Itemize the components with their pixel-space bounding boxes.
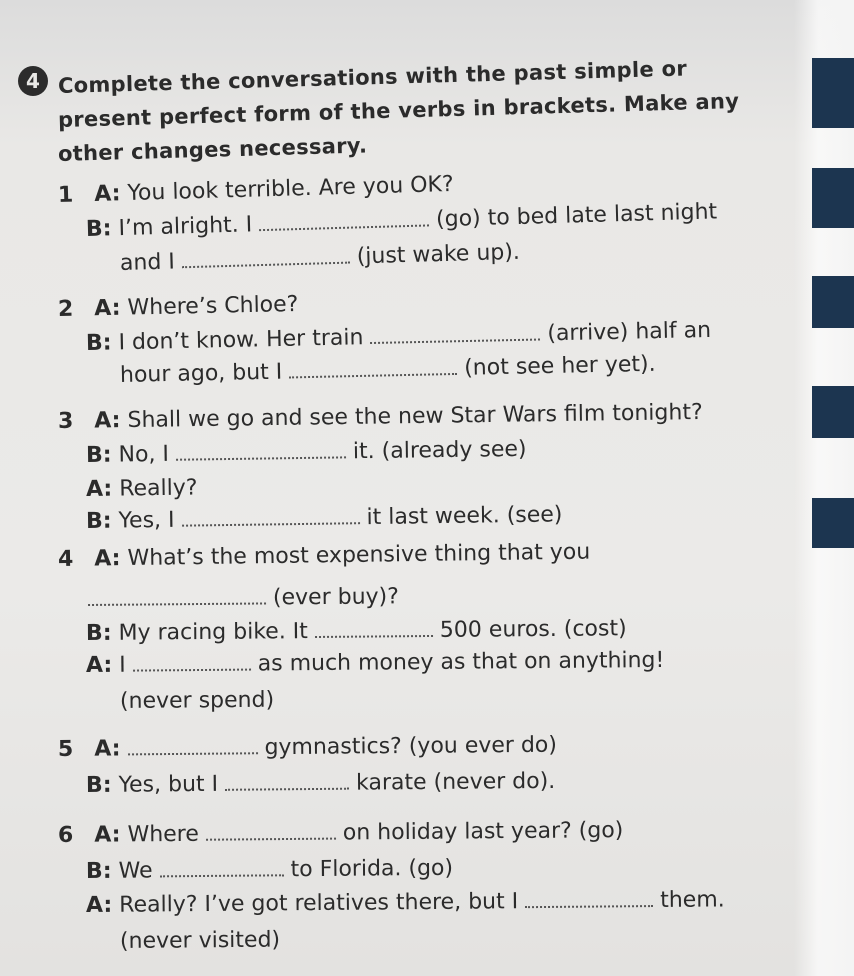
dialogue-text: (never visited): [119, 927, 281, 954]
answer-blank[interactable]: [370, 320, 540, 344]
dialogue-text: What’s the most expensive thing that you: [127, 539, 591, 572]
dialogue-text: karate (never do).: [355, 768, 556, 796]
speaker-label: A:: [85, 652, 113, 678]
dialogue-text: I don’t know. Her train: [118, 325, 364, 356]
dialogue-line: [86, 768, 555, 800]
dialogue-line: [120, 927, 280, 956]
dialogue-text: Shall we go and see the new Star Wars film tonight?: [127, 399, 703, 434]
speaker-label: B:: [85, 508, 112, 534]
dialogue-line: [86, 474, 198, 504]
answer-blank[interactable]: [133, 651, 251, 672]
answer-blank[interactable]: [315, 617, 433, 638]
speaker-label: B:: [85, 216, 112, 242]
answer-blank[interactable]: [181, 244, 349, 269]
dialogue-text: (ever buy)?: [272, 584, 399, 611]
page-edge-tab: [812, 498, 854, 548]
dialogue-text: I’m alright. I: [118, 212, 253, 242]
speaker-label: B:: [85, 330, 112, 356]
dialogue-text: (go) to bed late last night: [435, 199, 718, 233]
dialogue-text: Yes, I: [118, 507, 175, 534]
dialogue-line: [86, 647, 665, 680]
dialogue-text: Really?: [119, 475, 198, 502]
dialogue-line: [58, 291, 299, 324]
speaker-label: A:: [94, 295, 121, 322]
answer-blank[interactable]: [525, 887, 653, 908]
answer-blank[interactable]: [206, 820, 336, 841]
dialogue-text: Yes, but I: [118, 771, 219, 798]
dialogue-text: to Florida. (go): [290, 855, 454, 883]
item-number: 1: [57, 182, 74, 208]
answer-blank[interactable]: [88, 584, 266, 606]
dialogue-text: (never spend): [119, 687, 275, 714]
answer-blank[interactable]: [289, 355, 457, 379]
dialogue-text: Where’s Chloe?: [127, 291, 299, 321]
dialogue-text: it. (already see): [352, 436, 527, 465]
page-right-edge: [794, 0, 854, 976]
dialogue-text: Where: [127, 821, 199, 848]
answer-blank[interactable]: [127, 734, 257, 755]
dialogue-text: and I: [119, 249, 176, 276]
dialogue-line: [86, 436, 527, 470]
dialogue-line: [120, 239, 521, 278]
dialogue-text: Really? I’ve got relatives there, but I: [119, 889, 519, 918]
answer-blank[interactable]: [225, 770, 349, 791]
instruction-line: present perfect form of the verbs in brackets. Make any: [57, 88, 740, 132]
dialogue-line: [86, 855, 453, 886]
speaker-label: B:: [85, 620, 112, 646]
instruction-line: Complete the conversations with the past simple or: [57, 56, 688, 98]
dialogue-text: We: [118, 858, 153, 884]
page-edge-tab: [812, 168, 854, 228]
dialogue-text: (arrive) half an: [547, 317, 712, 347]
speaker-label: B:: [85, 442, 112, 468]
exercise-number-badge: 4: [18, 66, 48, 96]
answer-blank[interactable]: [176, 438, 346, 460]
speaker-label: A:: [94, 546, 121, 572]
dialogue-text: My racing bike. It: [118, 619, 308, 646]
dialogue-text: gymnastics? (you ever do): [264, 732, 558, 761]
page-edge-tab: [812, 58, 854, 128]
speaker-label: A:: [93, 181, 121, 207]
dialogue-line: [86, 886, 725, 920]
item-number: 5: [57, 736, 74, 762]
dialogue-line: [120, 687, 274, 716]
dialogue-line: [86, 615, 627, 648]
instruction-line: other changes necessary.: [57, 133, 368, 166]
speaker-label: A:: [94, 408, 121, 434]
dialogue-text: (not see her yet).: [463, 351, 656, 381]
dialogue-line: [58, 399, 703, 436]
item-number: 4: [57, 546, 74, 572]
item-number: 6: [57, 822, 74, 848]
dialogue-line: [58, 171, 454, 210]
speaker-label: A:: [85, 892, 113, 918]
speaker-label: A:: [85, 476, 113, 502]
item-number: 3: [57, 408, 74, 434]
dialogue-text: hour ago, but I: [119, 359, 283, 388]
speaker-label: A:: [94, 822, 121, 848]
answer-blank[interactable]: [159, 856, 283, 877]
dialogue-text: You look terrible. Are you OK?: [127, 171, 454, 207]
dialogue-line: [58, 539, 591, 574]
dialogue-text: No, I: [118, 441, 170, 468]
dialogue-line: [120, 351, 656, 390]
dialogue-text: it last week. (see): [366, 502, 563, 531]
dialogue-text: 500 euros. (cost): [439, 616, 627, 643]
page-edge-tab: [812, 276, 854, 328]
dialogue-text: (just wake up).: [356, 239, 521, 270]
dialogue-line: [58, 732, 557, 764]
dialogue-text: I: [119, 652, 126, 678]
answer-blank[interactable]: [181, 504, 359, 526]
dialogue-line: [58, 817, 624, 850]
item-number: 2: [57, 296, 74, 322]
speaker-label: B:: [85, 772, 112, 798]
speaker-label: B:: [85, 858, 112, 884]
dialogue-text: them.: [660, 887, 725, 913]
dialogue-line: [88, 583, 399, 614]
dialogue-line: [86, 501, 563, 536]
dialogue-text: on holiday last year? (go): [342, 818, 624, 846]
page-edge-tab: [812, 386, 854, 438]
answer-blank[interactable]: [259, 206, 429, 231]
dialogue-text: as much money as that on anything!: [257, 647, 665, 677]
speaker-label: A:: [94, 736, 121, 762]
